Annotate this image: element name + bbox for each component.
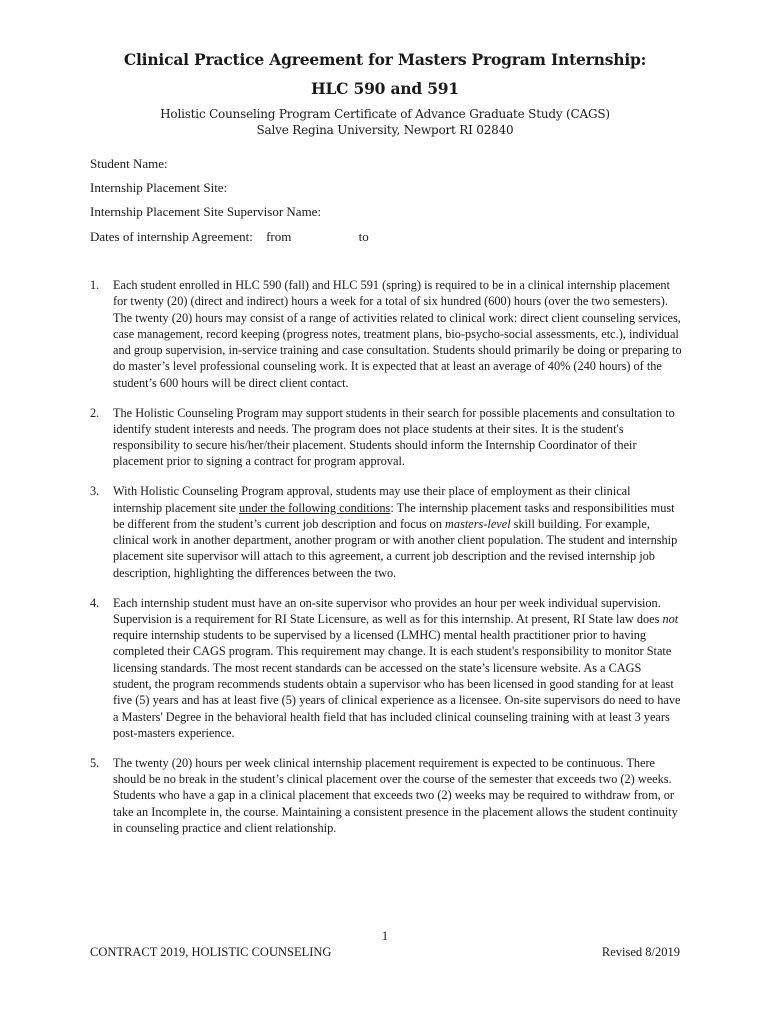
list-item [90,483,682,581]
item-text-c: skill building. For example, clinical work in another department, another program or with another client population. The student and internship placement site supervisor will attach to this agreement, a current job description and the revised internship job description, highlighting the differences between the two. [113,516,678,580]
list-item [90,277,682,391]
item-text: The twenty (20) hours per week clinical internship placement requirement is expected to be continuous. There should be no break in the student’s clinical placement over the course of the semester that exceeds two (2) weeks. Students who have a gap in a clinical placement that exceeds two (2) weeks may be required to withdraw from, or take an Incomplete in, the course. Maintaining a consistent presence in the placement allows the student continuity in counseling practice and client relationship. [113,755,678,835]
item-text [113,595,682,742]
item-number: 3. [90,484,100,499]
item-text [113,483,682,581]
item-text-b: require internship students to be supervised by a licensed (LMHC) mental health practitioner prior to having completed their CAGS program. This requirement may change. It is each student's responsibility to monitor State licensing standards. The most recent standards can be accessed on the state’s licensure website. As a CAGS student, the program recommends students obtain a supervisor who has been licensed in good standing for at least five (5) years and has at least five (5) years of clinical experience as a licensee. On-site supervisors do need to have a Masters' Degree in the behavioral health field that has included clinical counseling training with at least 3 years post-masters experience. [113,628,681,740]
supervisor-name-field: Internship Placement Site Supervisor Name: [90,204,322,219]
placement-site-field: Internship Placement Site: [90,180,228,195]
university-subtitle: Salve Regina University, Newport RI 02840 [256,123,514,137]
list-item [90,405,682,470]
item-text-a: With Holistic Counseling Program approval, students may use their place of employment as their clinical internship placement site [113,484,631,515]
italic-text: not [662,611,679,626]
footer-revision-label: Revised 8/2019 [601,945,680,959]
requirements-list [90,277,682,850]
to-label: to [358,229,369,244]
item-number: 2. [90,405,100,420]
student-name-field: Student Name: [90,156,168,171]
dates-field [90,229,369,245]
italic-text: masters-level [445,516,511,531]
item-text-a: Each internship student must have an on-site supervisor who provides an hour per week individual supervision. Supervision is a requirement for RI State Licensure, as well as for this internship. At present, RI State law does [113,595,663,626]
footer-contract-label: CONTRACT 2019, HOLISTIC COUNSELING [90,945,332,959]
item-text: The Holistic Counseling Program may support students in their search for possible placements and consultation to identify student interests and needs. The program does not place students at their sites. It is the student's responsibility to secure his/her/their placement. Students should inform the Internship Coordinator of their placement prior to signing a contract for program approval. [113,405,675,469]
list-item [90,755,682,836]
item-text: Each student enrolled in HLC 590 (fall) and HLC 591 (spring) is required to be in a clinical internship placement for twenty (20) (direct and indirect) hours a week for a total of six hundred (600) hours (over the two semesters). The twenty (20) hours may consist of a range of activities related to clinical work: direct client counseling services, case management, record keeping (progress notes, treatment plans, bio-psycho-social assessments, etc.), individual and group supervision, in-service training and case consultation. Students should primarily be doing or preparing to do master’s level professional counseling work. It is expected that at least an average of 40% (240 hours) of the student’s 600 hours will be direct client contact. [113,278,682,390]
item-number: 5. [90,755,100,770]
program-subtitle: Holistic Counseling Program Certificate of Advance Graduate Study (CAGS) [160,107,610,121]
document-title: Clinical Practice Agreement for Masters Program Internship: [123,50,647,69]
underlined-text: under the following conditions [239,500,391,515]
from-label: from [266,229,292,244]
course-codes-title: HLC 590 and 591 [311,79,459,98]
dates-label: Dates of internship Agreement: [90,229,253,244]
page-number: 1 [381,929,389,943]
item-number: 1. [90,278,100,292]
item-number: 4. [90,595,100,610]
list-item [90,595,682,742]
item-text-b: : The internship placement tasks and responsibilities must be different from the student’s current job description and focus on [113,500,675,531]
